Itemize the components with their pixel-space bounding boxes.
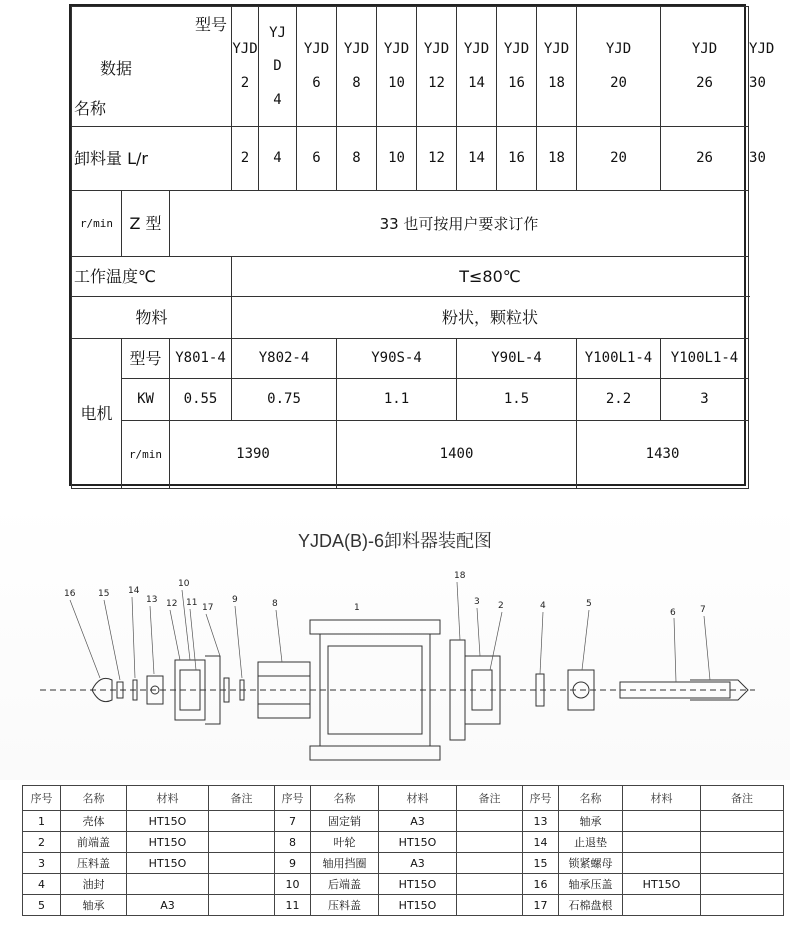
header-corner-cell <box>72 7 232 127</box>
parts-row <box>23 874 784 895</box>
discharge-value: 26 <box>661 127 749 191</box>
parts-header: 序号 <box>275 786 311 811</box>
parts-cell: 2 <box>23 832 61 853</box>
motor-rpm-value: 1400 <box>337 421 577 489</box>
model-cell-10 <box>661 7 749 127</box>
parts-cell: 轴承 <box>61 895 127 916</box>
model-7-line2: 16 <box>508 74 525 91</box>
model-9-line2: 20 <box>610 74 627 91</box>
parts-header: 名称 <box>559 786 623 811</box>
motor-label: 电机 <box>72 339 122 489</box>
callout-14: 14 <box>128 586 140 596</box>
parts-cell <box>623 811 701 832</box>
callout-10: 10 <box>178 579 190 589</box>
parts-cell: HT15O <box>379 895 457 916</box>
parts-cell <box>457 811 523 832</box>
parts-cell: A3 <box>379 811 457 832</box>
parts-cell: 11 <box>275 895 311 916</box>
parts-cell: 5 <box>23 895 61 916</box>
model-2-line1: YJD <box>303 41 330 58</box>
temp-value: T≤80℃ <box>232 257 749 297</box>
model-10-line1: YJD <box>691 41 718 58</box>
parts-cell: 石棉盘根 <box>559 895 623 916</box>
parts-cell: HT15O <box>127 832 209 853</box>
header-name-label: 名称 <box>74 99 107 118</box>
parts-cell <box>623 895 701 916</box>
parts-cell <box>127 874 209 895</box>
model-8-line2: 18 <box>548 74 565 91</box>
model-cell-3 <box>337 7 377 127</box>
material-value: 粉状，颗粒状 <box>232 297 749 339</box>
parts-cell: HT15O <box>623 874 701 895</box>
parts-cell: 4 <box>23 874 61 895</box>
model-10-line2: 26 <box>696 74 713 91</box>
model-5-line2: 12 <box>428 74 445 91</box>
callout-17: 17 <box>202 603 214 613</box>
discharge-value: 10 <box>377 127 417 191</box>
kw-value: 1.5 <box>457 379 577 421</box>
parts-cell <box>457 832 523 853</box>
parts-row <box>23 853 784 874</box>
discharge-value: 2 <box>232 127 259 191</box>
model-cell-4 <box>377 7 417 127</box>
kw-value: 1.1 <box>337 379 457 421</box>
parts-cell: 油封 <box>61 874 127 895</box>
parts-cell: 7 <box>275 811 311 832</box>
parts-cell: 13 <box>523 811 559 832</box>
parts-cell: 轴承 <box>559 811 623 832</box>
motor-model: Y90S-4 <box>337 339 457 379</box>
callout-9: 9 <box>232 595 238 605</box>
parts-cell <box>209 874 275 895</box>
parts-cell <box>209 811 275 832</box>
header-data-label: 数据 <box>100 59 133 78</box>
parts-cell: 后端盖 <box>311 874 379 895</box>
parts-cell <box>457 895 523 916</box>
model-4-line1: YJD <box>383 41 410 58</box>
discharge-value: 12 <box>417 127 457 191</box>
parts-cell: 8 <box>275 832 311 853</box>
discharge-label: 卸料量 L/r <box>72 127 232 191</box>
model-cell-5 <box>417 7 457 127</box>
motor-rpm-label: r/min <box>122 421 170 489</box>
motor-model: Y100L1-4 <box>661 339 749 379</box>
model-cell-1 <box>259 7 297 127</box>
model-cell-8 <box>537 7 577 127</box>
parts-cell <box>623 853 701 874</box>
callout-6: 6 <box>670 608 676 618</box>
discharge-value: 14 <box>457 127 497 191</box>
parts-row <box>23 832 784 853</box>
parts-cell: 1 <box>23 811 61 832</box>
parts-cell: A3 <box>127 895 209 916</box>
parts-cell: 止退垫 <box>559 832 623 853</box>
parts-header: 材料 <box>623 786 701 811</box>
parts-cell: 轴用挡圈 <box>311 853 379 874</box>
kw-label: KW <box>122 379 170 421</box>
callout-5: 5 <box>586 599 592 609</box>
motor-model-label: 型号 <box>122 339 170 379</box>
model-0-line1: YJD <box>232 41 258 58</box>
parts-cell: A3 <box>379 853 457 874</box>
parts-header: 备注 <box>209 786 275 811</box>
callout-1: 1 <box>354 603 360 613</box>
parts-cell: HT15O <box>379 832 457 853</box>
parts-cell: HT15O <box>127 811 209 832</box>
callout-11: 11 <box>186 598 198 608</box>
motor-rpm-value: 1390 <box>170 421 337 489</box>
parts-header: 序号 <box>23 786 61 811</box>
part-7-shape <box>690 680 748 700</box>
part-1-top-flange <box>310 620 440 634</box>
parts-cell: 固定销 <box>311 811 379 832</box>
callout-13: 13 <box>146 595 158 605</box>
parts-header: 备注 <box>457 786 523 811</box>
model-9-line1: YJD <box>605 41 632 58</box>
model-cell-7 <box>497 7 537 127</box>
part-1-bottom-flange <box>310 746 440 760</box>
parts-cell: 锁紧螺母 <box>559 853 623 874</box>
drawing-title: YJDA(B)-6卸料器装配图 <box>297 531 492 551</box>
model-1-line1: YJ <box>269 24 286 41</box>
model-6-line1: YJD <box>463 41 490 58</box>
parts-cell <box>209 832 275 853</box>
parts-header: 材料 <box>127 786 209 811</box>
parts-cell <box>701 895 784 916</box>
callout-18: 18 <box>454 571 466 581</box>
rpm-label: r/min <box>72 191 122 257</box>
parts-header-row <box>23 786 784 811</box>
parts-cell <box>701 811 784 832</box>
model-cell-2 <box>297 7 337 127</box>
model-4-line2: 10 <box>388 74 405 91</box>
header-model-label: 型号 <box>195 15 228 34</box>
parts-cell: 3 <box>23 853 61 874</box>
kw-value: 0.75 <box>232 379 337 421</box>
parts-cell: 前端盖 <box>61 832 127 853</box>
parts-cell <box>209 895 275 916</box>
callout-8: 8 <box>272 599 278 609</box>
parts-cell <box>457 874 523 895</box>
parts-cell: 15 <box>523 853 559 874</box>
z-type-label: Z 型 <box>122 191 170 257</box>
parts-cell <box>701 874 784 895</box>
callout-3: 3 <box>474 597 480 607</box>
parts-cell: 17 <box>523 895 559 916</box>
temp-label: 工作温度℃ <box>72 257 232 297</box>
parts-cell: 9 <box>275 853 311 874</box>
parts-cell: 压料盖 <box>311 895 379 916</box>
parts-row <box>23 895 784 916</box>
discharge-value: 16 <box>497 127 537 191</box>
parts-cell: 14 <box>523 832 559 853</box>
discharge-value: 18 <box>537 127 577 191</box>
model-cell-6 <box>457 7 497 127</box>
discharge-value: 4 <box>259 127 297 191</box>
motor-model: Y801-4 <box>170 339 232 379</box>
parts-cell: HT15O <box>379 874 457 895</box>
parts-header: 材料 <box>379 786 457 811</box>
parts-cell: 16 <box>523 874 559 895</box>
parts-row <box>23 811 784 832</box>
model-cell-9 <box>577 7 661 127</box>
kw-value: 2.2 <box>577 379 661 421</box>
parts-cell: 10 <box>275 874 311 895</box>
callout-2: 2 <box>498 601 504 611</box>
callout-15: 15 <box>98 589 110 599</box>
parts-header: 名称 <box>311 786 379 811</box>
model-2-line2: 6 <box>312 74 321 91</box>
callout-4: 4 <box>540 601 546 611</box>
model-3-line2: 8 <box>352 74 361 91</box>
motor-model: Y802-4 <box>232 339 337 379</box>
model-0-line2: 2 <box>240 74 250 91</box>
model-3-line1: YJD <box>343 41 370 58</box>
model-1-line3: 4 <box>273 91 282 108</box>
discharge-value: 8 <box>337 127 377 191</box>
spec-table: 型号 数据 名称 YJD 2 YJ D 4 YJD 6 YJD 8 YJD 10 YJD 12 YJD 14 YJD 16 YJD 18 YJD 20 YJD 26 YJD 30 卸料量 L/r 2 4 6 8 10 12 14 16 18 20 26 30 r/min Z 型 33 也可按用户要求订作 工作温度℃ T≤80℃ 物料 粉状，颗粒状 电机 型号 Y801-4 Y802-4 Y90S-4 Y90L-4 Y100L1-4 Y100L1-4 KW 0.55 0.75 1.1 1.5 2.2 3 r/min 1390 1400 1430 <box>69 4 746 486</box>
parts-header: 序号 <box>523 786 559 811</box>
model-cell-0 <box>232 7 259 127</box>
parts-cell <box>701 832 784 853</box>
parts-cell: 壳体 <box>61 811 127 832</box>
model-8-line1: YJD <box>543 41 570 58</box>
callout-16: 16 <box>64 589 76 599</box>
model-5-line1: YJD <box>423 41 450 58</box>
callout-12: 12 <box>166 599 178 609</box>
discharge-value: 20 <box>577 127 661 191</box>
model-1-line2: D <box>273 58 282 75</box>
callout-7: 7 <box>700 605 706 615</box>
model-7-line1: YJD <box>503 41 530 58</box>
parts-cell <box>701 853 784 874</box>
kw-value: 3 <box>661 379 749 421</box>
parts-cell: 压料盖 <box>61 853 127 874</box>
parts-cell <box>623 832 701 853</box>
kw-value: 0.55 <box>170 379 232 421</box>
material-label: 物料 <box>72 297 232 339</box>
parts-table <box>22 785 784 916</box>
motor-rpm-value: 1430 <box>577 421 749 489</box>
parts-header: 备注 <box>701 786 784 811</box>
parts-header: 名称 <box>61 786 127 811</box>
parts-cell <box>209 853 275 874</box>
z-type-value: 33 也可按用户要求订作 <box>170 191 749 257</box>
parts-cell: 轴承压盖 <box>559 874 623 895</box>
parts-cell <box>457 853 523 874</box>
motor-model: Y100L1-4 <box>577 339 661 379</box>
discharge-value: 6 <box>297 127 337 191</box>
parts-cell: HT15O <box>127 853 209 874</box>
parts-cell: 叶轮 <box>311 832 379 853</box>
model-6-line2: 14 <box>468 74 485 91</box>
assembly-drawing <box>20 560 770 770</box>
motor-model: Y90L-4 <box>457 339 577 379</box>
